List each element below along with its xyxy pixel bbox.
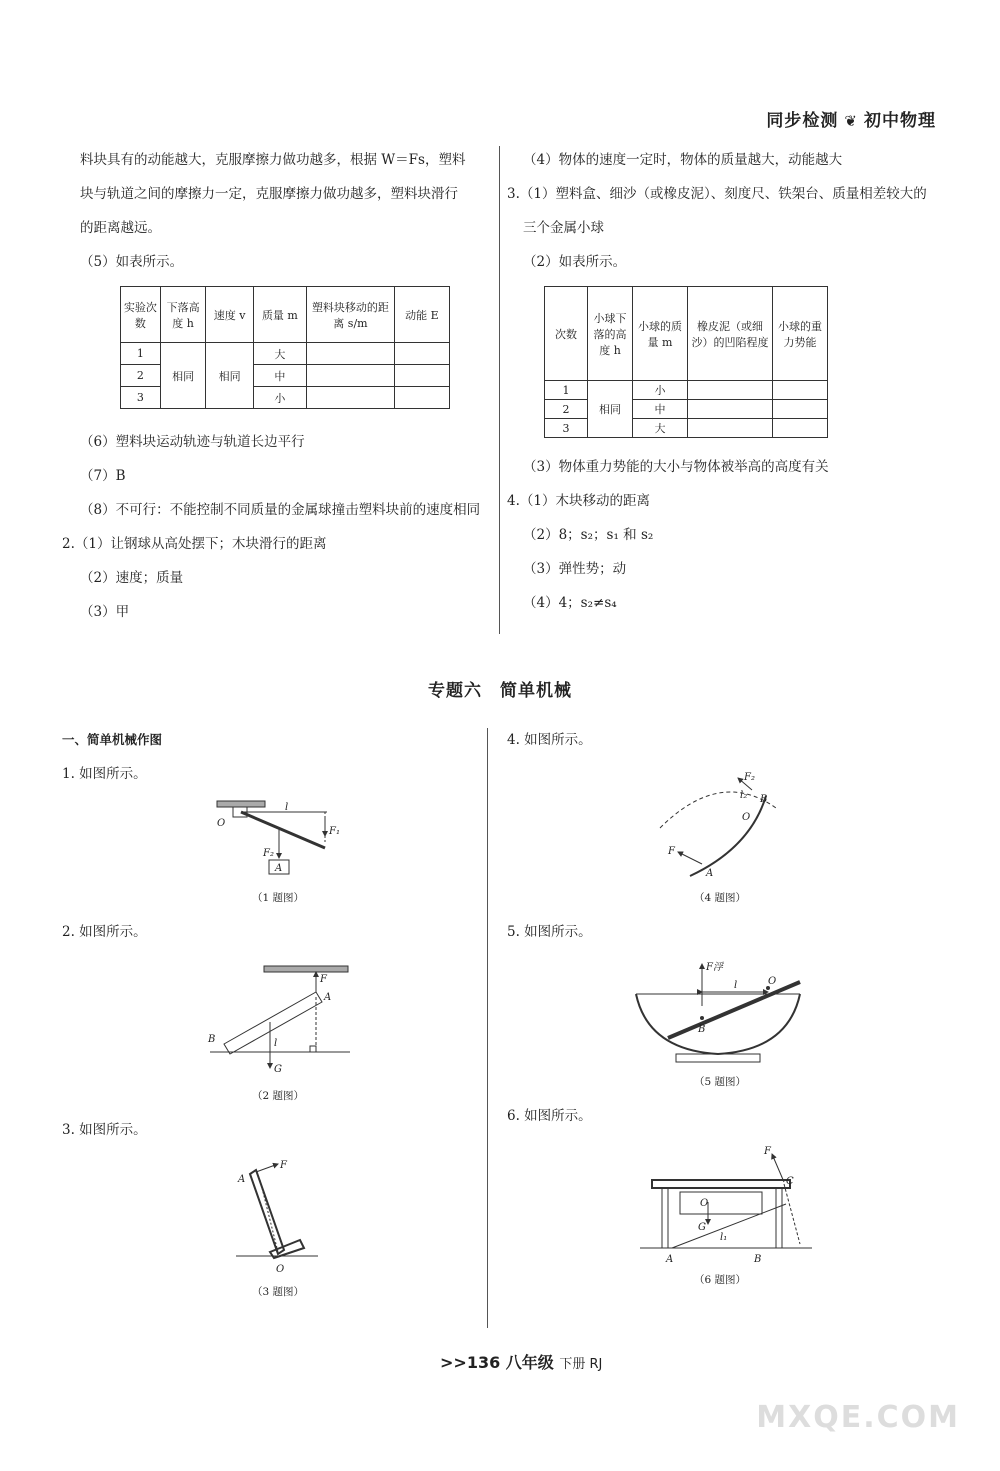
fig-label: G <box>698 1222 706 1233</box>
cell: 大 <box>253 343 306 365</box>
text-line: 三个金属小球 <box>523 220 604 236</box>
th: 小球的质量 m <box>633 287 688 381</box>
figure-4 <box>650 768 790 883</box>
th: 下落高度 h <box>160 287 206 343</box>
fig-label: l₂ <box>740 790 748 801</box>
fig-label: O <box>217 818 226 829</box>
fig-label: l <box>285 802 289 813</box>
figure-1 <box>205 796 365 886</box>
text-line: （2）速度；质量 <box>80 570 184 586</box>
fig-label: F₂ <box>744 772 755 783</box>
cell: 3 <box>121 387 161 409</box>
cell: 大 <box>633 419 688 438</box>
th: 小球的重力势能 <box>773 287 828 381</box>
header-left: 同步检测 <box>766 111 839 131</box>
fig-label: l <box>274 1038 278 1049</box>
text-line: 3.（1）塑料盒、细沙（或橡皮泥）、刻度尺、铁架台、质量相差较大的 <box>507 186 927 202</box>
th: 小球下落的高度 h <box>588 287 633 381</box>
text-line: （7）B <box>80 468 126 484</box>
footer-suffix: 下册 RJ <box>559 1357 603 1372</box>
column-divider-bottom <box>487 728 488 1328</box>
figure-caption: （6 题图） <box>694 1274 747 1286</box>
th: 次数 <box>545 287 588 381</box>
th: 实验次数 <box>121 287 161 343</box>
fig-label: A <box>275 863 283 874</box>
figure-caption: （1 题图） <box>252 892 305 904</box>
th: 橡皮泥（或细沙）的凹陷程度 <box>688 287 773 381</box>
cell-merged-h: 相同 <box>160 343 206 409</box>
fig-label: F₂ <box>263 848 274 859</box>
watermark: MXQE.COM <box>756 1400 960 1435</box>
cell: 2 <box>121 365 161 387</box>
text-line: （3）弹性势；动 <box>523 561 627 577</box>
text-line: 块与轨道之间的摩擦力一定，克服摩擦力做功越多，塑料块滑行 <box>80 186 458 202</box>
text-line: （6）塑料块运动轨迹与轨道长边平行 <box>80 434 305 450</box>
text-line: 2.（1）让钢球从高处摆下；木块滑行的距离 <box>62 536 327 552</box>
text-line: （2）如表所示。 <box>523 254 627 270</box>
fig-label: O <box>700 1198 709 1209</box>
figure-3 <box>230 1160 320 1275</box>
fig-label: B <box>754 1254 762 1265</box>
cell-merged-h: 相同 <box>588 381 633 438</box>
th: 动能 E <box>394 287 449 343</box>
item-label: 4. 如图所示。 <box>507 732 592 748</box>
item-label: 1. 如图所示。 <box>62 766 147 782</box>
page-footer <box>440 1350 602 1373</box>
fig-label: l₁ <box>720 1232 728 1243</box>
fig-label: A <box>324 992 332 1003</box>
text-line: 的距离越远。 <box>80 220 161 236</box>
cell: 2 <box>545 400 588 419</box>
energy-table-left <box>120 286 450 409</box>
th: 质量 m <box>253 287 306 343</box>
text-line: 料块具有的动能越大，克服摩擦力做功越多，根据 W＝Fs，塑料 <box>80 152 466 168</box>
fig-label: F <box>320 974 327 985</box>
text-line: （4）物体的速度一定时，物体的质量越大，动能越大 <box>523 152 843 168</box>
item-label: 5. 如图所示。 <box>507 924 592 940</box>
cell: 3 <box>545 419 588 438</box>
fig-label: B <box>698 1024 706 1035</box>
fig-label: O <box>276 1264 285 1275</box>
fig-label: F浮 <box>706 962 723 973</box>
page-header <box>766 106 936 131</box>
cell: 1 <box>545 381 588 400</box>
fig-label: F <box>280 1160 287 1171</box>
fig-label: A <box>706 868 714 879</box>
figure-5 <box>628 960 808 1065</box>
text-line: （3）物体重力势能的大小与物体被举高的高度有关 <box>523 459 829 475</box>
fig-label: A <box>666 1254 674 1265</box>
fig-label: F₁ <box>329 826 340 837</box>
fig-label: l <box>734 980 738 991</box>
section-subtitle: 一、简单机械作图 <box>62 732 163 747</box>
figure-2 <box>200 962 360 1082</box>
cell-merged-v: 相同 <box>206 343 253 409</box>
cell: 小 <box>253 387 306 409</box>
energy-table-right <box>544 286 828 438</box>
figure-caption: （5 题图） <box>694 1076 747 1088</box>
item-label: 3. 如图所示。 <box>62 1122 147 1138</box>
cell: 小 <box>633 381 688 400</box>
th: 速度 v <box>206 287 253 343</box>
text-line: （8）不可行：不能控制不同质量的金属球撞击塑料块前的速度相同 <box>80 502 481 518</box>
item-label: 6. 如图所示。 <box>507 1108 592 1124</box>
fig-label: F <box>668 846 675 857</box>
fig-label: G <box>274 1064 282 1075</box>
text-line: （3）甲 <box>80 604 130 620</box>
fig-label: C <box>786 1176 794 1187</box>
column-divider <box>499 146 500 634</box>
figure-caption: （2 题图） <box>252 1090 305 1102</box>
cell: 中 <box>633 400 688 419</box>
footer-prefix: >>136 八年级 <box>440 1353 554 1372</box>
text-line: （5）如表所示。 <box>80 254 184 270</box>
figure-6 <box>636 1144 816 1269</box>
figure-caption: （3 题图） <box>252 1286 305 1298</box>
fig-label: O <box>742 812 751 823</box>
th: 塑料块移动的距离 s/m <box>307 287 395 343</box>
fig-label: B <box>208 1034 216 1045</box>
fig-label: A <box>238 1174 246 1185</box>
header-right: 初中物理 <box>864 111 936 131</box>
cell: 中 <box>253 365 306 387</box>
fig-label: O <box>768 976 777 987</box>
fig-label: B <box>760 794 768 805</box>
bulb-icon: ❦ <box>844 112 858 130</box>
text-line: （2）8；s₂；s₁ 和 s₂ <box>523 527 654 543</box>
text-line: 4.（1）木块移动的距离 <box>507 493 650 509</box>
cell: 1 <box>121 343 161 365</box>
fig-label: F <box>764 1146 771 1157</box>
section-title: 专题六 简单机械 <box>428 681 572 701</box>
item-label: 2. 如图所示。 <box>62 924 147 940</box>
figure-caption: （4 题图） <box>694 892 747 904</box>
text-line: （4）4；s₂≠s₄ <box>523 595 617 611</box>
